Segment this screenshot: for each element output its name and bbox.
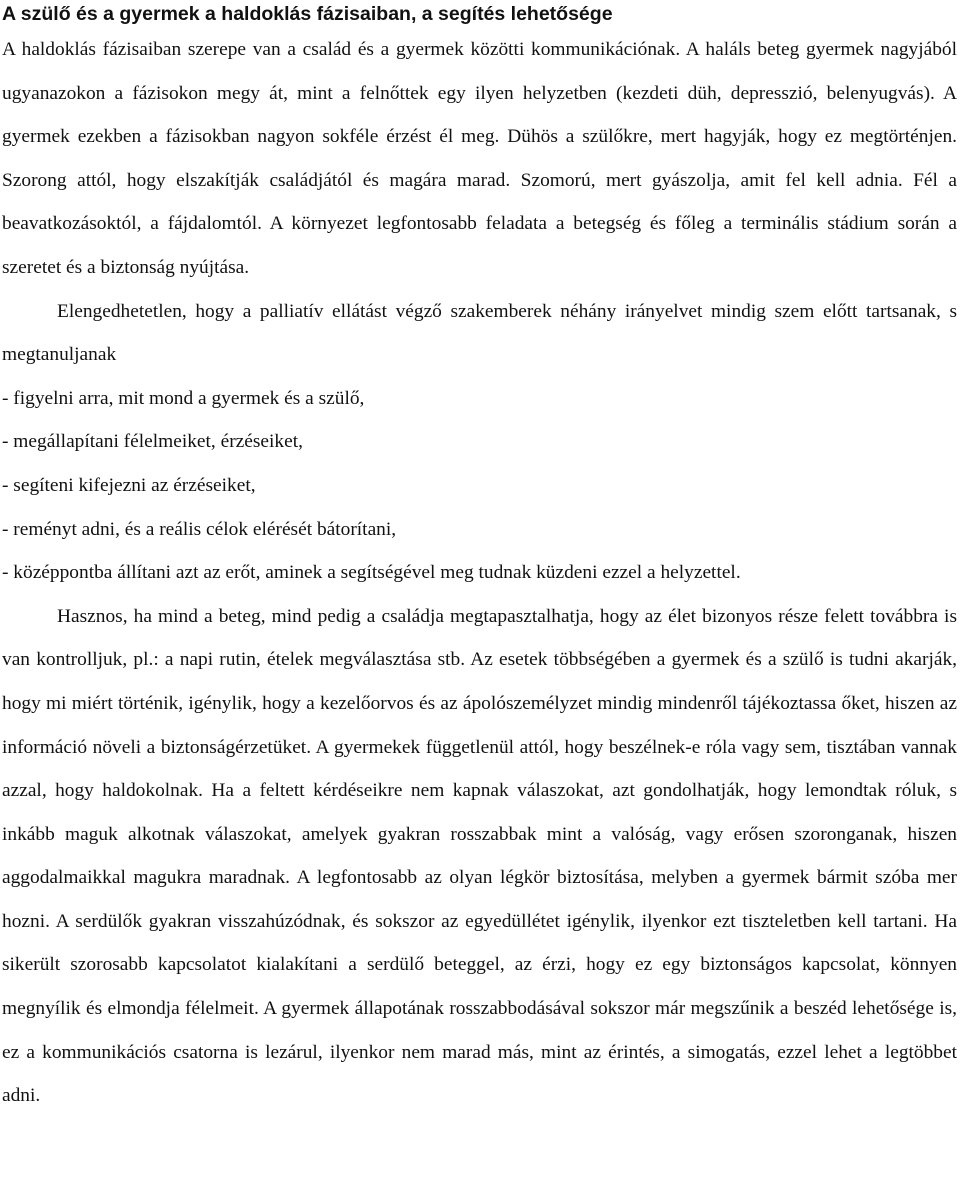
list-item: - reményt adni, és a reális célok elérését bátorítani, bbox=[2, 518, 397, 540]
list-item: - figyelni arra, mit mond a gyermek és a szülő, bbox=[2, 387, 365, 409]
paragraph-intro: A haldoklás fázisaiban szerepe van a család és a gyermek közötti kommunikációnak. A haláls beteg gyermek nagyjából ugyanazokon a fázisokon megy át, mint a felnőttek egy ilyen helyzetben (kezdeti düh, depresszió, belenyugvás). A gyermek ezekben a fázisokban nagyon sokféle érzést él meg. Dühös a szülőkre, mert hagyják, hogy ez megtörténjen. Szorong attól, hogy elszakítják családjától és magára marad. Szomorú, mert gyászolja, amit fel kell adnia. Fél a beavatkozásoktól, a fájdalomtól. A környezet legfontosabb feladata a betegség és főleg a terminális stádium során a szeretet és a biztonság nyújtása. bbox=[2, 39, 957, 278]
document-title: A szülő és a gyermek a haldoklás fázisaiban, a segítés lehetősége bbox=[2, 3, 613, 25]
list-item: - megállapítani félelmeiket, érzéseiket, bbox=[2, 431, 303, 453]
paragraph-guidelines: Elengedhetetlen, hogy a palliatív ellátást végző szakemberek néhány irányelvet mindig szem előtt tartsanak, s megtanuljanak bbox=[2, 300, 957, 366]
paragraph-communication: Hasznos, ha mind a beteg, mind pedig a családja megtapasztalhatja, hogy az élet bizonyos része felett továbbra is van kontrolljuk, pl.: a napi rutin, ételek megválasztása stb. Az esetek többségében a gyermek és a szülő is tudni akarják, hogy mi miért történik, igénylik, hogy a kezelőorvos és az ápolószemélyzet mindig mindenről tájékoztassa őket, hiszen az információ növeli a biztonságérzetüket. A gyermekek függetlenül attól, hogy beszélnek-e róla vagy sem, tisztában vannak azzal, hogy haldokolnak. Ha a feltett kérdéseikre nem kapnak válaszokat, azt gondolhatják, hogy lemondtak róluk, s inkább maguk alkotnak válaszokat, amelyek gyakran rosszabbak mint a valóság, vagy erősen szoronganak, hiszen aggodalmaikkal magukra maradnak. A legfontosabb az olyan légkör biztosítása, melyben a gyermek bármit szóba mer hozni. A serdülők gyakran visszahúzódnak, és sokszor az egyedüllétet igénylik, ilyenkor ezt tiszteletben kell tartani. Ha sikerült szorosabb kapcsolatot kialakítani a serdülő beteggel, az érzi, hogy ez egy biztonságos kapcsolat, könnyen megnyílik és elmondja félelmeit. A gyermek állapotának rosszabbodásával sokszor már megszűnik a beszéd lehetősége is, ez a kommunikációs csatorna is lezárul, ilyenkor nem marad más, mint az érintés, a simogatás, ezzel lehet a legtöbbet adni. bbox=[2, 605, 957, 1107]
guidelines-list bbox=[2, 377, 957, 595]
list-item: - középpontba állítani azt az erőt, aminek a segítségével meg tudnak küzdeni ezzel a helyzettel. bbox=[2, 562, 741, 584]
list-item: - segíteni kifejezni az érzéseiket, bbox=[2, 474, 256, 496]
